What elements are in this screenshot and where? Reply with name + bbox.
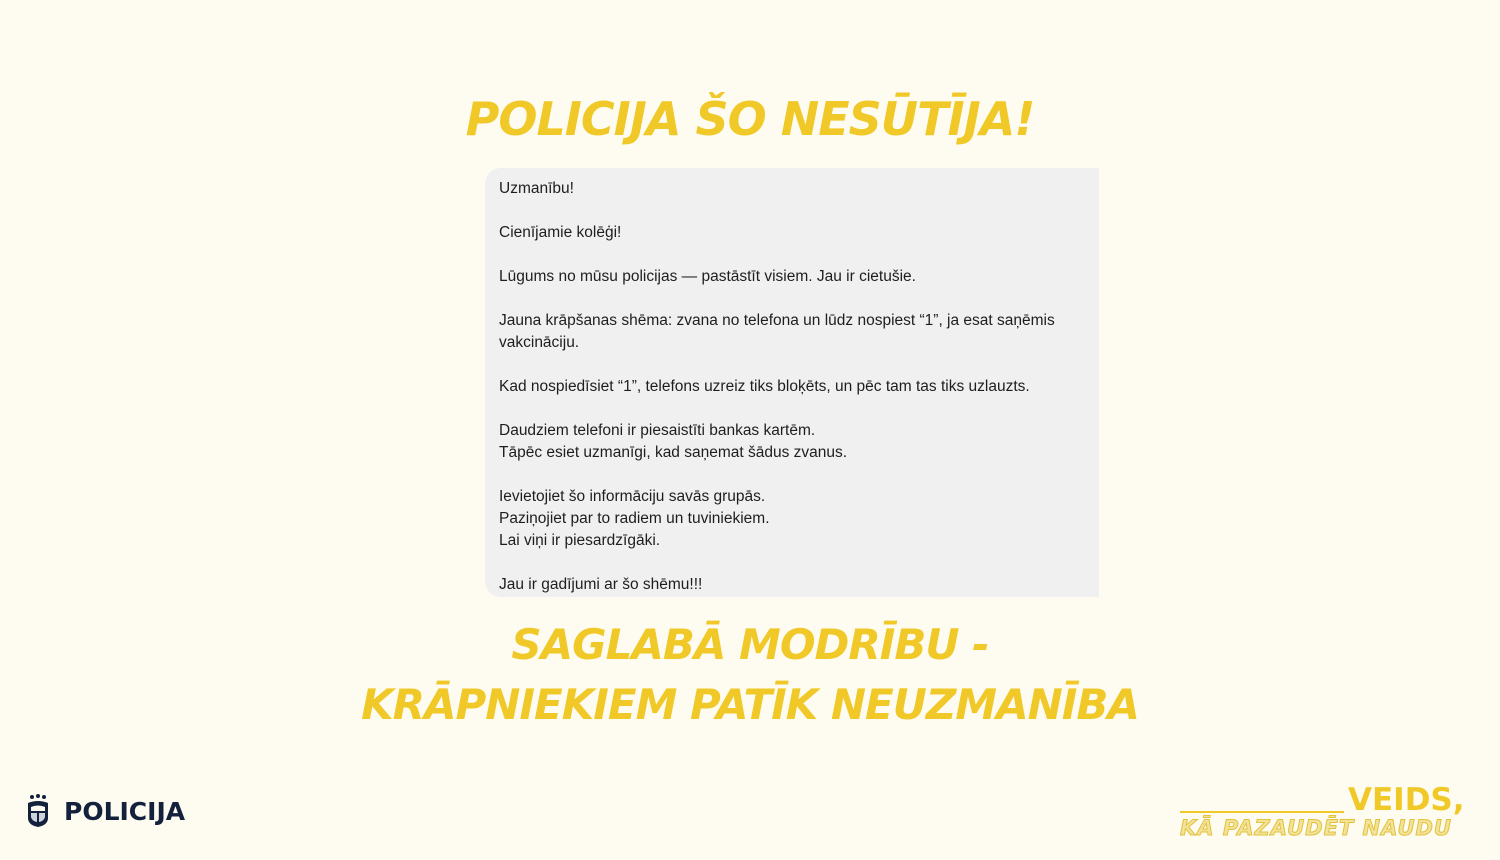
- message-line: Paziņojiet par to radiem un tuviniekiem.: [499, 510, 770, 527]
- page-title: POLICIJA ŠO NESŪTĪJA!: [465, 92, 1035, 146]
- branding-subtitle: KĀ PAZAUDĒT NAUDU: [1180, 816, 1452, 840]
- subtitle-line-2: KRĀPNIEKIEM PATĪK NEUZMANĪBA: [361, 680, 1139, 729]
- logo-text: POLICIJA: [64, 796, 186, 826]
- message-line: Uzmanību!: [499, 180, 574, 197]
- message-line: Daudziem telefoni ir piesaistīti bankas kartēm.: [499, 422, 816, 439]
- message-paragraph: [499, 310, 1085, 354]
- message-paragraph: [499, 574, 1085, 596]
- message-paragraph: [499, 376, 1085, 398]
- message-line: Tāpēc esiet uzmanīgi, kad saņemat šādus zvanus.: [499, 444, 848, 461]
- message-line: Kad nospiedīsiet “1”, telefons uzreiz tiks bloķēts, un pēc tam tas tiks uzlauzts.: [499, 378, 1030, 395]
- message-paragraph: [499, 420, 1085, 464]
- message-paragraph: [499, 486, 1085, 552]
- message-line: Lai viņi ir piesardzīgāki.: [499, 532, 661, 549]
- coat-of-arms-icon: [26, 794, 50, 828]
- branding-title: VEIDS,: [1348, 782, 1465, 818]
- message-line: Cienījamie kolēģi!: [499, 224, 622, 241]
- message-line: Jau ir gadījumi ar šo shēmu!!!: [499, 576, 703, 593]
- branding-underline: [1180, 811, 1344, 813]
- policija-logo: [26, 794, 185, 828]
- message-line: Jauna krāpšanas shēma: zvana no telefona un lūdz nospiest “1”, ja esat saņēmis vakcināciju.: [499, 312, 1055, 351]
- series-branding: [1180, 782, 1480, 842]
- message-paragraph: [499, 178, 1085, 200]
- subtitle-line-1: SAGLABĀ MODRĪBU -: [511, 620, 989, 669]
- message-line: Lūgums no mūsu policijas — pastāstīt visiem. Jau ir cietušie.: [499, 268, 916, 285]
- message-line: Ievietojiet šo informāciju savās grupās.: [499, 488, 766, 505]
- scam-message-bubble: [485, 168, 1099, 597]
- message-paragraph: [499, 266, 1085, 288]
- message-paragraph: [499, 222, 1085, 244]
